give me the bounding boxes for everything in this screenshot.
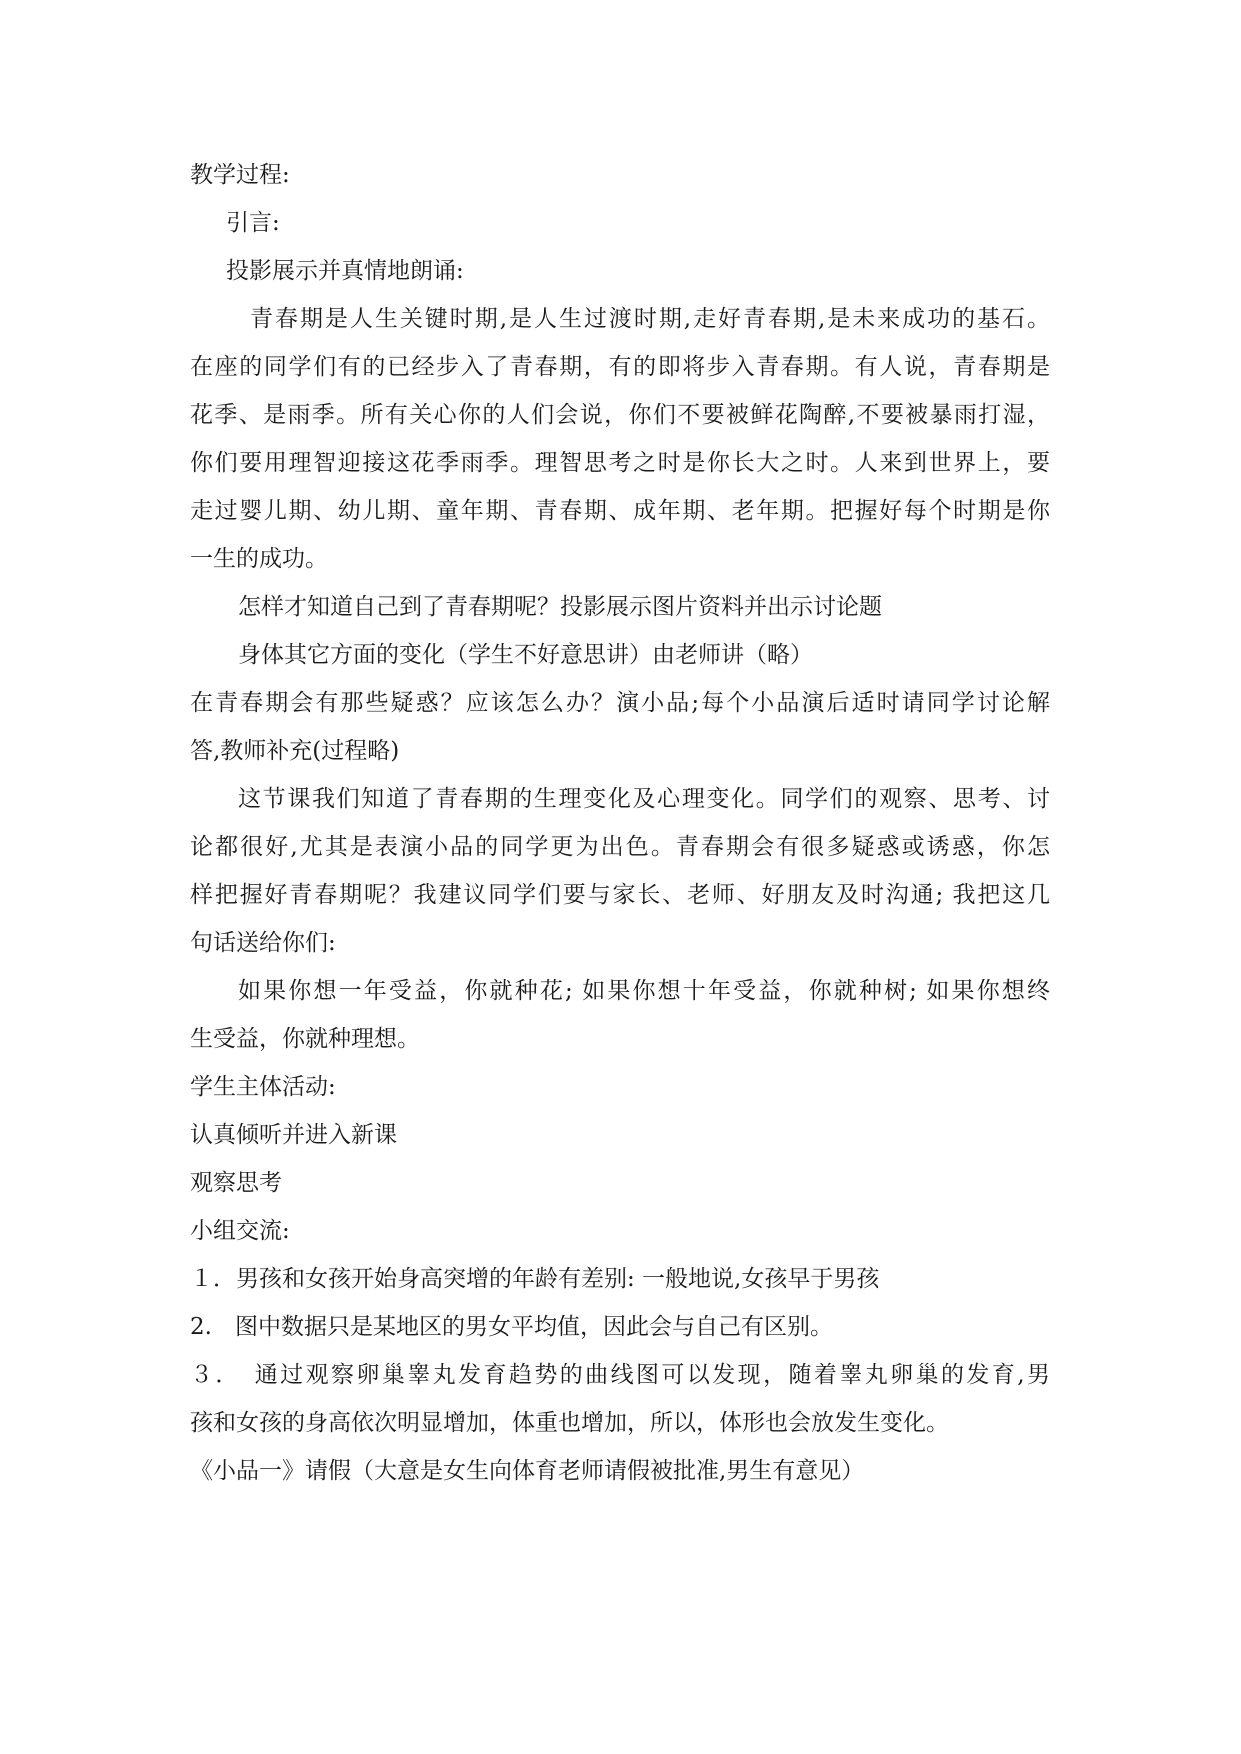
text-line: 你们要用理智迎接这花季雨季。理智思考之时是你长大之时。人来到世界上，要 — [190, 450, 1050, 476]
text-line: 样把握好青春期呢？我建议同学们要与家长、老师、好朋友及时沟通; 我把这几 — [190, 882, 1050, 908]
text-line: 引言: — [226, 210, 280, 236]
text-line: 句话送给你们: — [190, 930, 336, 956]
text-line: 论都很好,尤其是表演小品的同学更为出色。青春期会有很多疑惑或诱惑，你怎 — [190, 834, 1050, 860]
text-line: 身体其它方面的变化（学生不好意思讲）由老师讲（略） — [238, 642, 813, 668]
text-line: 一生的成功。 — [190, 546, 328, 572]
text-line: 孩和女孩的身高依次明显增加，体重也增加，所以，体形也会放发生变化。 — [190, 1410, 949, 1436]
heading-student-activity: 学生主体活动: — [190, 1074, 336, 1100]
text-line: 怎样才知道自己到了青春期呢？投影展示图片资料并出示讨论题 — [238, 594, 882, 620]
text-line: 小组交流: — [190, 1218, 290, 1244]
heading-teaching-process: 教学过程: — [190, 162, 290, 188]
list-item: ３． 通过观察卵巢睾丸发育趋势的曲线图可以发现，随着睾丸卵巢的发育,男 — [190, 1362, 1050, 1388]
text-line: 《小品一》请假（大意是女生向体育老师请假被批准,男生有意见） — [190, 1458, 865, 1484]
text-line: 投影展示并真情地朗诵: — [226, 258, 464, 284]
text-line: 观察思考 — [190, 1170, 282, 1196]
text-line: 认真倾听并进入新课 — [190, 1122, 397, 1148]
text-line: 在座的同学们有的已经步入了青春期，有的即将步入青春期。有人说，青春期是 — [190, 354, 1050, 380]
text-line: 走过婴儿期、幼儿期、童年期、青春期、成年期、老年期。把握好每个时期是你 — [190, 498, 1050, 524]
list-item: 2. 图中数据只是某地区的男女平均值，因此会与自己有区别。 — [190, 1314, 833, 1340]
list-item: １．男孩和女孩开始身高突增的年龄有差别: 一般地说,女孩早于男孩 — [190, 1266, 880, 1292]
text-line: 这节课我们知道了青春期的生理变化及心理变化。同学们的观察、思考、讨 — [238, 786, 1050, 812]
text-line: 在青春期会有那些疑惑？应该怎么办？演小品;每个小品演后适时请同学讨论解 — [190, 690, 1050, 716]
text-line: 答,教师补充(过程略) — [190, 738, 400, 764]
text-line: 如果你想一年受益，你就种花; 如果你想十年受益，你就种树; 如果你想终 — [238, 978, 1050, 1004]
text-line: 花季、是雨季。所有关心你的人们会说，你们不要被鲜花陶醉,不要被暴雨打湿， — [190, 402, 1050, 428]
text-line: 青春期是人生关键时期,是人生过渡时期,走好青春期,是未来成功的基石。 — [250, 306, 1050, 332]
text-line: 生受益，你就种理想。 — [190, 1026, 420, 1052]
